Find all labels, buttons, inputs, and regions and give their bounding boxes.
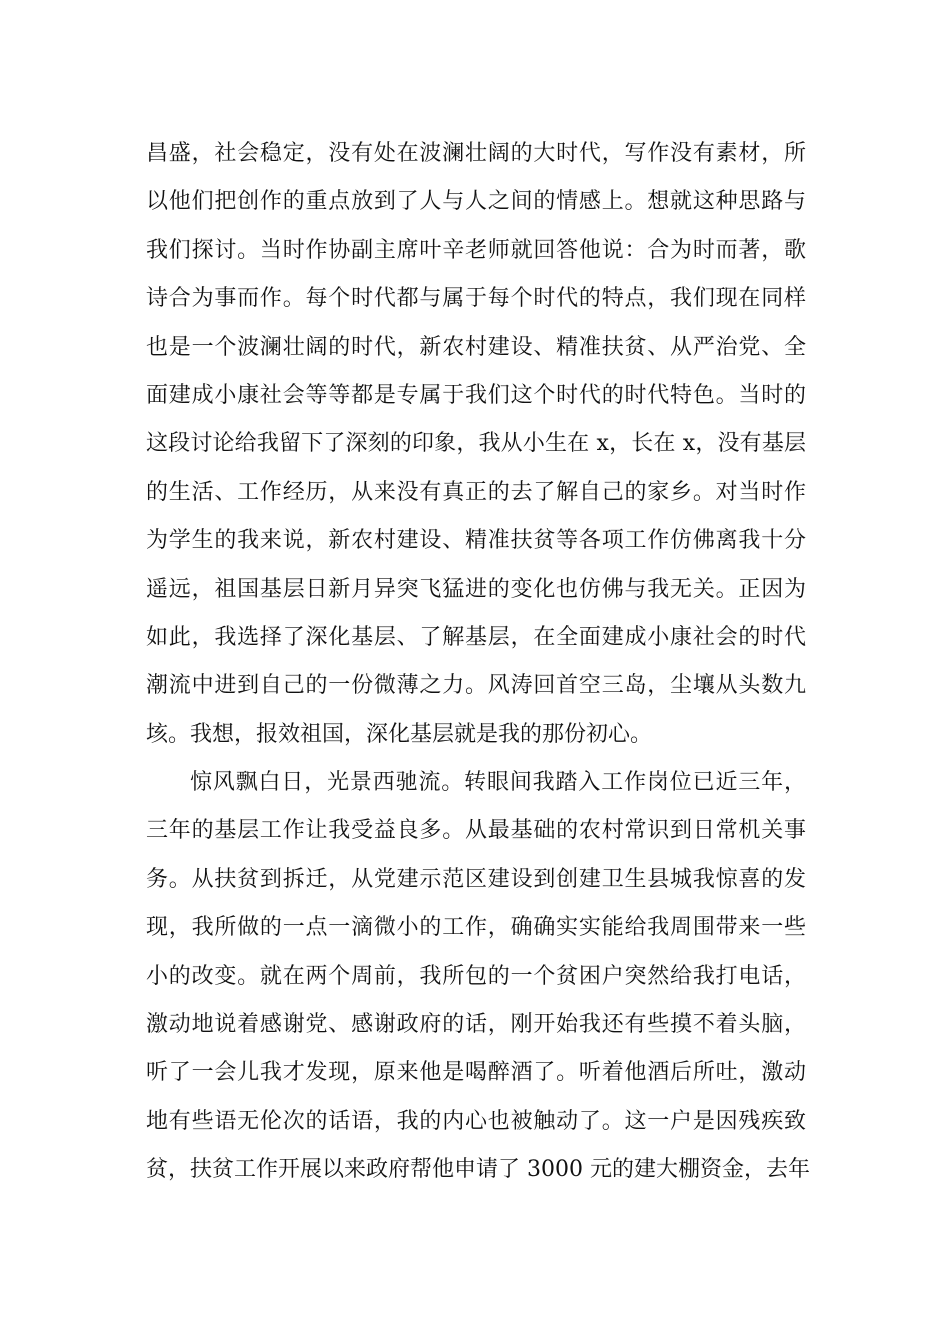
text-line: 诗合为事而作。每个时代都与属于每个时代的特点，我们现在同样 <box>146 286 806 312</box>
text-line: 也是一个波澜壮阔的时代，新农村建设、精准扶贫、从严治党、全 <box>146 334 806 360</box>
text-line: 遥远，祖国基层日新月异突飞猛进的变化也仿佛与我无关。正因为 <box>146 576 806 602</box>
body-text <box>146 130 810 1195</box>
text-line: 地有些语无伦次的话语，我的内心也被触动了。这一户是因残疾致 <box>146 1108 806 1134</box>
text-line: 听了一会儿我才发现，原来他是喝醉酒了。听着他酒后所吐，激动 <box>146 1060 806 1086</box>
text-line: 惊风飘白日，光景西驰流。转眼间我踏入工作岗位已近三年， <box>190 770 806 796</box>
text-line: 垓。我想，报效祖国，深化基层就是我的那份初心。 <box>146 721 653 747</box>
text-line: 激动地说着感谢党、感谢政府的话，刚开始我还有些摸不着头脑， <box>146 1012 806 1038</box>
text-line: 潮流中进到自己的一份微薄之力。风涛回首空三岛，尘壤从头数九 <box>146 673 806 699</box>
text-line: 以他们把创作的重点放到了人与人之间的情感上。想就这种思路与 <box>146 189 806 215</box>
text-line: 面建成小康社会等等都是专属于我们这个时代的时代特色。当时的 <box>146 382 806 408</box>
text-line: 小的改变。就在两个周前，我所包的一个贫困户突然给我打电话， <box>146 963 806 989</box>
text-line: 现，我所做的一点一滴微小的工作，确确实实能给我周围带来一些 <box>146 915 806 941</box>
text-line: 如此，我选择了深化基层、了解基层，在全面建成小康社会的时代 <box>146 624 806 650</box>
text-line: 为学生的我来说，新农村建设、精准扶贫等各项工作仿佛离我十分 <box>146 528 806 554</box>
text-line: 我们探讨。当时作协副主席叶辛老师就回答他说：合为时而著，歌 <box>146 237 806 263</box>
text-line: 的生活、工作经历，从来没有真正的去了解自己的家乡。对当时作 <box>146 479 806 505</box>
text-line: 三年的基层工作让我受益良多。从最基础的农村常识到日常机关事 <box>146 818 806 844</box>
text-line: 昌盛，社会稳定，没有处在波澜壮阔的大时代，写作没有素材，所 <box>146 141 806 166</box>
text-line: 贫，扶贫工作开展以来政府帮他申请了 3000 元的建大棚资金，去年 <box>146 1157 810 1183</box>
text-line: 这段讨论给我留下了深刻的印象，我从小生在 x，长在 x，没有基层 <box>146 431 806 457</box>
text-line: 务。从扶贫到拆迁，从党建示范区建设到创建卫生县城我惊喜的发 <box>146 866 806 892</box>
